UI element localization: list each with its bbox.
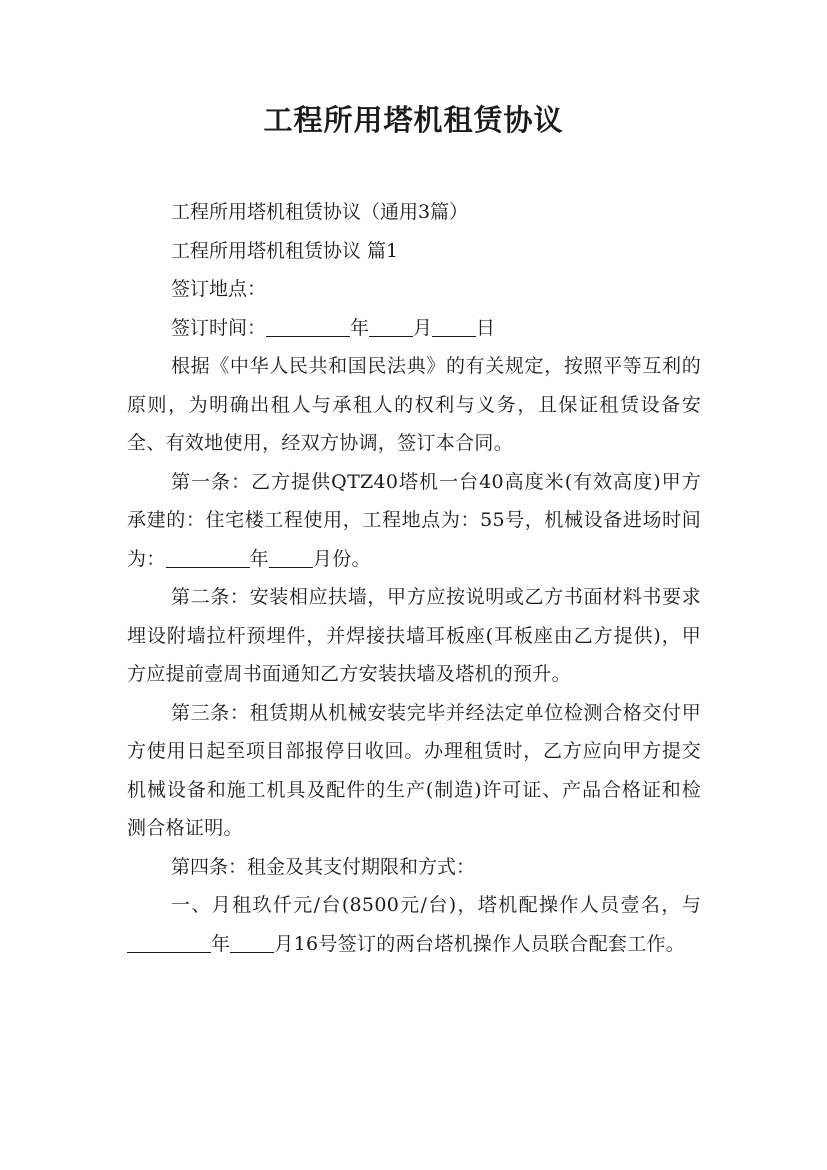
contract-year-blank (127, 933, 211, 953)
article-1-paragraph (127, 463, 701, 579)
document-subtitle: 工程所用塔机租赁协议（通用3篇） (171, 201, 469, 223)
article-1-end: 月份。 (312, 547, 371, 570)
sign-time-line (127, 309, 701, 348)
sign-time-label: 签订时间： (171, 316, 267, 339)
article-2-paragraph: 第二条：安装相应扶墙，甲方应按说明或乙方书面材料书要求埋设附墙拉杆预埋件，并焊接扶墙耳板座(耳板座由乙方提供)，甲方应提前壹周书面通知乙方安装扶墙及塔机的预升。 (127, 586, 701, 685)
entry-year-blank (166, 548, 250, 568)
document-body (127, 193, 701, 963)
entry-year-unit: 年 (249, 547, 269, 570)
article-4-item-1-rest: 月16号签订的两台塔机操作人员联合配套工作。 (274, 932, 686, 955)
article-3-paragraph: 第三条：租赁期从机械安装完毕并经法定单位检测合格交付甲方使用日起至项目部报停日收回。办理租赁时，乙方应向甲方提交机械设备和施工机具及配件的生产(制造)许可证、产品合格证和检测合格证明。 (127, 701, 701, 839)
contract-year-unit: 年 (211, 932, 231, 955)
sign-place-line: 签订地点： (171, 278, 267, 300)
year-blank (266, 317, 350, 337)
article-4-item-1-start: 一、月租玖仟元/台(8500元/台)，塔机配操作人员壹名，与 (171, 894, 701, 916)
month-unit: 月 (413, 316, 433, 339)
article-1-text: 第一条：乙方提供QTZ40塔机一台40高度米(有效高度)甲方承建的：住宅楼工程使用，工程地点为：55号，机械设备进场时间为： (127, 470, 701, 570)
section-heading: 工程所用塔机租赁协议 篇1 (171, 239, 399, 262)
day-blank (432, 317, 476, 337)
article-4-heading: 第四条：租金及其支付期限和方式： (171, 855, 476, 878)
intro-paragraph: 根据《中华人民共和国民法典》的有关规定，按照平等互利的原则，为明确出租人与承租人的权利与义务，且保证租赁设备安全、有效地使用，经双方协调，签订本合同。 (127, 355, 701, 454)
contract-month-blank (230, 933, 274, 953)
month-blank (369, 317, 413, 337)
document-title: 工程所用塔机租赁协议 (263, 103, 564, 137)
entry-month-blank (269, 548, 313, 568)
day-unit: 日 (476, 316, 496, 339)
article-4-item-1 (127, 886, 701, 963)
year-unit: 年 (350, 316, 370, 339)
